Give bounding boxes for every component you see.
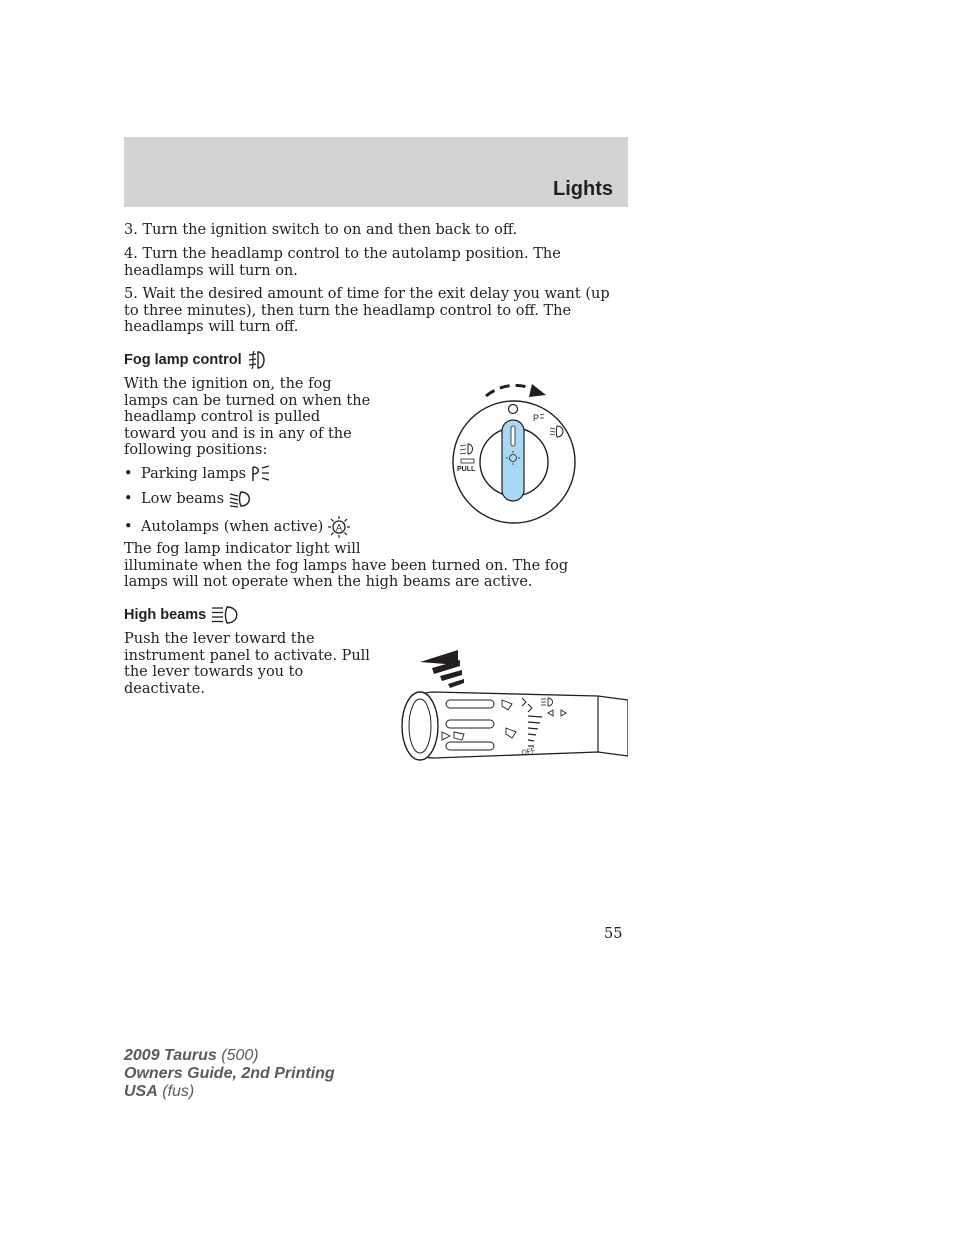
high-beams-text: Push the lever toward the instrument panel to activate. Pull the lever towards you to deactivate. bbox=[124, 631, 370, 697]
fog-lamp-heading-text: Fog lamp control bbox=[124, 352, 242, 368]
footer-model-code: (500) bbox=[221, 1047, 259, 1064]
bullet-parking-lamps: • Parking lamps bbox=[124, 465, 272, 483]
page-title: Lights bbox=[553, 178, 613, 200]
lever-off-label: OFF bbox=[520, 747, 537, 757]
fog-lamp-intro: With the ignition on, the fog lamps can be turned on when the headlamp control is pulled toward you and is in any of the following positions: bbox=[124, 376, 371, 459]
bullet-low-beams: • Low beams bbox=[124, 490, 254, 508]
parking-lamps-icon bbox=[250, 465, 272, 483]
high-beams-heading bbox=[124, 605, 242, 625]
footer-line-2 bbox=[124, 1065, 335, 1083]
bullet-autolamps-text: Autolamps (when active) bbox=[141, 519, 324, 535]
footer-region: USA bbox=[124, 1083, 158, 1100]
low-beams-icon bbox=[228, 490, 254, 508]
footer-guide: Owners Guide, 2nd Printing bbox=[124, 1065, 335, 1082]
footer-line-3 bbox=[124, 1083, 335, 1101]
multifunction-lever bbox=[398, 640, 628, 765]
high-beams-heading-text: High beams bbox=[124, 607, 207, 623]
header-band bbox=[124, 137, 628, 207]
svg-text:P: P bbox=[533, 413, 540, 423]
footer bbox=[124, 1047, 335, 1101]
headlamp-control-dial bbox=[440, 378, 585, 528]
step-3: 3. Turn the ignition switch to on and then back to off. bbox=[124, 222, 518, 238]
dial-pull-label: PULL bbox=[457, 466, 476, 473]
fog-lamp-note-line1: The fog lamp indicator light will bbox=[124, 541, 361, 557]
fog-lamp-icon bbox=[246, 350, 268, 370]
fog-lamp-heading bbox=[124, 350, 268, 370]
autolamp-icon bbox=[327, 516, 351, 538]
fog-lamp-note bbox=[124, 541, 616, 591]
bullet-parking-lamps-text: Parking lamps bbox=[141, 466, 247, 482]
footer-line-1 bbox=[124, 1047, 335, 1065]
bullet-autolamps: • Autolamps (when active) A bbox=[124, 516, 351, 538]
svg-text:A: A bbox=[336, 522, 343, 533]
step-4: 4. Turn the headlamp control to the autolamp position. The headlamps will turn on. bbox=[124, 246, 561, 279]
high-beams-icon bbox=[210, 605, 242, 625]
step-5: 5. Wait the desired amount of time for the exit delay you want (up to three minutes), then turn the headlamp control to off. The headlamps will turn off. bbox=[124, 286, 610, 336]
page-number: 55 bbox=[604, 926, 623, 942]
footer-model: 2009 Taurus bbox=[124, 1047, 217, 1064]
footer-region-code: (fus) bbox=[162, 1083, 195, 1100]
fog-lamp-note-rest: illuminate when the fog lamps have been turned on. The fog lamps will not operate when the high beams are active. bbox=[124, 557, 569, 591]
bullet-low-beams-text: Low beams bbox=[141, 491, 225, 507]
